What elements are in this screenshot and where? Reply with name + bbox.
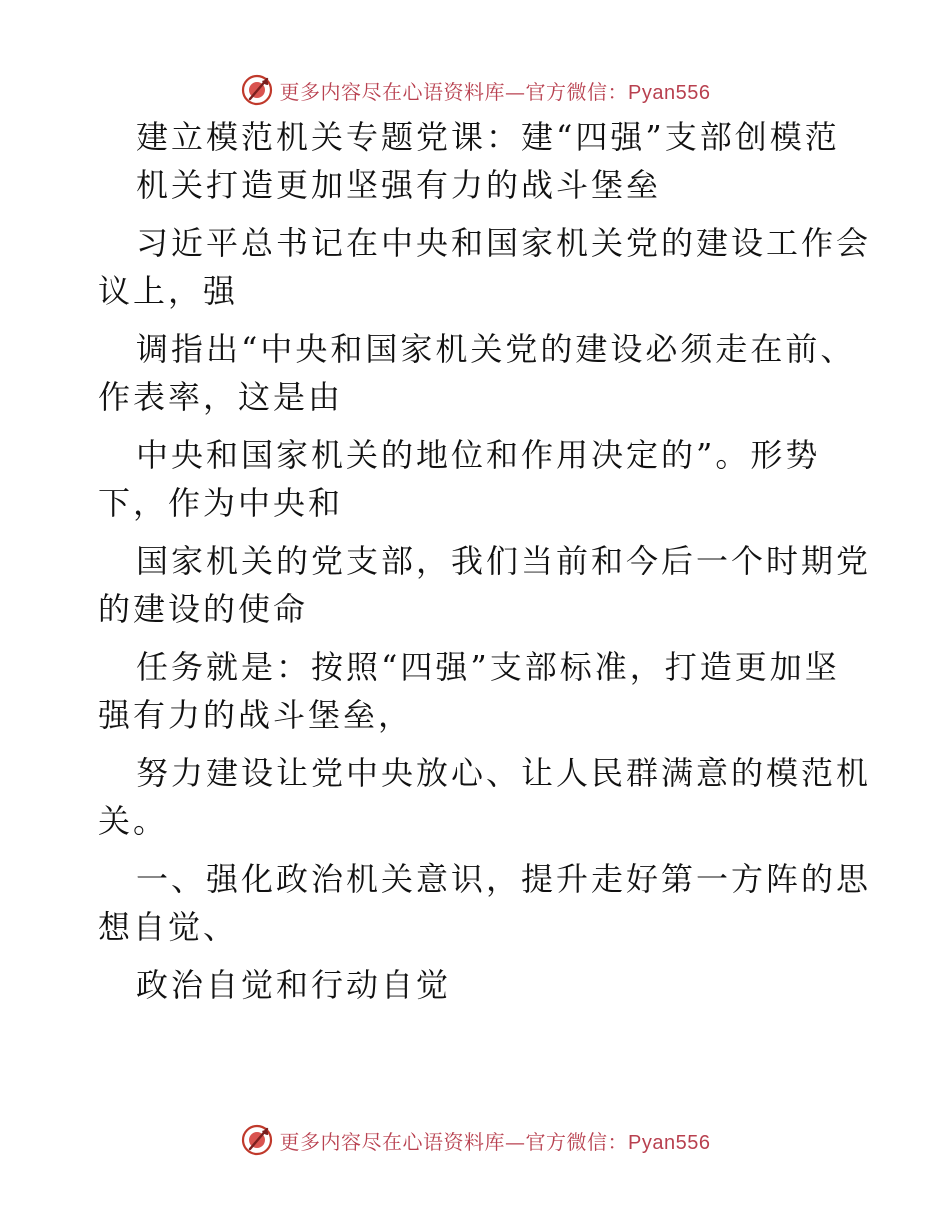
paragraph-line: 议上，强 [98, 272, 239, 310]
paragraph-line: 中央和国家机关的地位和作用决定的”。形势 [136, 436, 821, 474]
wechat-id: Pyan556 [628, 81, 711, 104]
header-watermark [0, 70, 950, 110]
paragraph-line: 作表率，这是由 [98, 378, 344, 416]
section-heading-line: 政治自觉和行动自觉 [136, 966, 452, 1004]
wechat-id: Pyan556 [628, 1131, 711, 1154]
paragraph-line: 强有力的战斗堡垒， [98, 696, 414, 734]
section-heading-line: 一、强化政治机关意识，提升走好第一方阵的思 [136, 860, 872, 898]
paragraph-line: 任务就是：按照“四强”支部标准，打造更加坚 [136, 648, 840, 686]
doc-title-line: 机关打造更加坚强有力的战斗堡垒 [136, 166, 662, 204]
paragraph-line: 调指出“中央和国家机关党的建设必须走在前、 [136, 330, 856, 368]
paragraph-line: 关。 [98, 802, 169, 840]
watermark-text: 更多内容尽在心语资料库—官方微信：Pyan556 [279, 1129, 711, 1154]
paragraph-line: 国家机关的党支部，我们当前和今后一个时期党 [136, 542, 872, 580]
paragraph-line: 努力建设让党中央放心、让人民群满意的模范机 [136, 754, 872, 792]
quill-logo-icon [240, 73, 274, 107]
paragraph-line: 下，作为中央和 [98, 484, 344, 522]
paragraph-line: 习近平总书记在中央和国家机关党的建设工作会 [136, 224, 872, 262]
quill-logo-icon [240, 1123, 274, 1157]
doc-title-line: 建立模范机关专题党课：建“四强”支部创模范 [136, 118, 840, 156]
footer-watermark [0, 1120, 950, 1160]
watermark-text: 更多内容尽在心语资料库—官方微信：Pyan556 [279, 79, 711, 104]
section-heading-line: 想自觉、 [98, 908, 239, 946]
paragraph-line: 的建设的使命 [98, 590, 309, 628]
document-body [98, 118, 872, 1004]
